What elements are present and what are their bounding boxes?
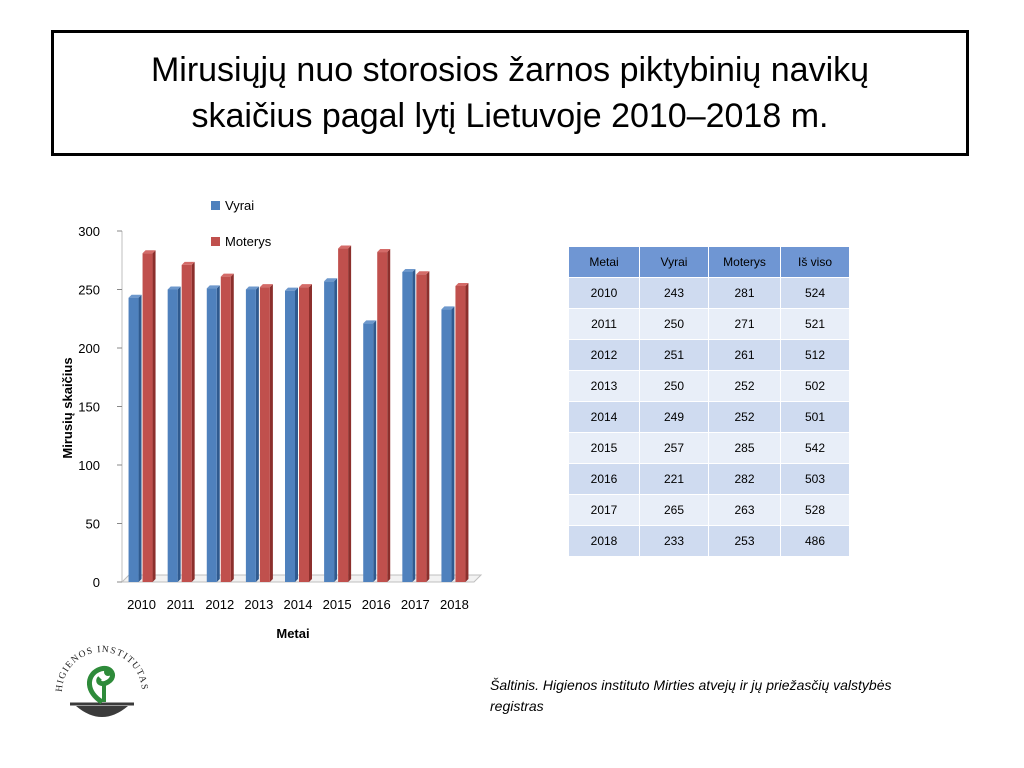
table-cell: 265	[640, 495, 709, 526]
bar-side	[373, 320, 376, 582]
bar-side	[231, 274, 234, 582]
x-tick-label: 2010	[127, 597, 157, 612]
bar-side	[465, 283, 468, 582]
bar-moterys	[299, 287, 309, 582]
table-cell: 233	[640, 526, 709, 557]
x-axis-title: Metai	[276, 626, 310, 641]
table-cell: 2013	[569, 371, 640, 402]
bar-moterys	[221, 277, 231, 582]
bar-moterys	[143, 253, 153, 582]
bar-side	[348, 246, 351, 582]
table-cell: 249	[640, 402, 709, 433]
x-tick-label: 2018	[439, 597, 469, 612]
bar-vyrai	[363, 323, 373, 582]
table-header-cell: Iš viso	[781, 247, 850, 278]
bar-side	[139, 295, 142, 582]
table-cell: 250	[640, 309, 709, 340]
table-header-row	[569, 247, 850, 278]
x-tick-label: 2015	[322, 597, 352, 612]
legend-label: Moterys	[225, 234, 272, 249]
y-tick-label: 0	[92, 575, 100, 590]
y-tick-label: 300	[78, 224, 100, 239]
bar-vyrai	[324, 281, 334, 582]
x-tick-label: 2012	[205, 597, 235, 612]
bar-vyrai	[402, 272, 412, 582]
x-tick-label: 2017	[400, 597, 430, 612]
x-tick-label: 2016	[361, 597, 391, 612]
bar-chart	[0, 180, 500, 650]
higienos-institutas-logo	[48, 632, 158, 737]
table-cell: 271	[709, 309, 781, 340]
bar-side	[270, 284, 273, 582]
data-table	[569, 247, 850, 557]
table-cell: 252	[709, 371, 781, 402]
table-row	[569, 433, 850, 464]
table-cell: 252	[709, 402, 781, 433]
bar-moterys	[338, 249, 348, 582]
table-cell: 524	[781, 278, 850, 309]
bar-moterys	[377, 252, 387, 582]
bar-moterys	[416, 274, 426, 582]
table-cell: 221	[640, 464, 709, 495]
table-cell: 285	[709, 433, 781, 464]
bar-vyrai	[129, 298, 139, 582]
table-row	[569, 402, 850, 433]
bar-side	[309, 284, 312, 582]
table-cell: 2012	[569, 340, 640, 371]
bar-side	[387, 249, 390, 582]
table-cell: 486	[781, 526, 850, 557]
y-tick-label: 150	[78, 399, 100, 415]
bar-vyrai	[441, 309, 451, 582]
source-note: Šaltinis. Higienos instituto Mirties atvejų ir jų priežasčių valstybės registras	[490, 677, 892, 714]
table-row	[569, 340, 850, 371]
table-cell: 2016	[569, 464, 640, 495]
legend-swatch-vyrai	[211, 201, 220, 210]
table-cell: 2011	[569, 309, 640, 340]
table-header-cell: Metai	[569, 247, 640, 278]
table-cell: 282	[709, 464, 781, 495]
bar-side	[153, 250, 156, 582]
table-cell: 253	[709, 526, 781, 557]
bar-moterys	[182, 265, 192, 582]
table-cell: 2010	[569, 278, 640, 309]
table-row	[569, 464, 850, 495]
slide-title	[51, 30, 969, 156]
title-line-1: Mirusiųjų nuo storosios žarnos piktybinių navikų	[150, 51, 870, 89]
legend-swatch-moterys	[211, 237, 220, 246]
table-row	[569, 309, 850, 340]
table-cell: 2015	[569, 433, 640, 464]
bar-side	[192, 262, 195, 582]
table-row	[569, 495, 850, 526]
title-line-2: skaičius pagal lytį Lietuvoje 2010–2018 m.	[191, 97, 829, 135]
table-header-cell: Vyrai	[640, 247, 709, 278]
bar-vyrai	[246, 290, 256, 583]
x-tick-label: 2014	[283, 597, 313, 612]
table-cell: 2018	[569, 526, 640, 557]
table-cell: 502	[781, 371, 850, 402]
table-body	[569, 278, 850, 557]
x-tick-label: 2011	[166, 597, 195, 612]
bar-side	[217, 285, 220, 582]
table-cell: 243	[640, 278, 709, 309]
bar-side	[256, 287, 259, 583]
y-tick-label: 200	[78, 341, 100, 356]
bar-side	[451, 306, 454, 582]
table-cell: 501	[781, 402, 850, 433]
bar-vyrai	[168, 290, 178, 583]
bar-side	[178, 287, 181, 583]
table-cell: 521	[781, 309, 850, 340]
table-header-cell: Moterys	[709, 247, 781, 278]
table-cell: 261	[709, 340, 781, 371]
table-cell: 542	[781, 433, 850, 464]
table-cell: 251	[640, 340, 709, 371]
table-cell: 528	[781, 495, 850, 526]
legend-label: Vyrai	[225, 198, 255, 213]
table-cell: 2014	[569, 402, 640, 433]
y-tick-label: 50	[85, 516, 100, 532]
bar-side	[426, 271, 429, 582]
y-axis-title: Mirusių skaičius	[60, 357, 75, 459]
x-tick-label: 2013	[244, 597, 274, 612]
y-tick-label: 100	[78, 458, 100, 473]
bar-moterys	[260, 287, 270, 582]
table-cell: 257	[640, 433, 709, 464]
y-tick-label: 250	[78, 282, 100, 298]
table-cell: 250	[640, 371, 709, 402]
table-row	[569, 278, 850, 309]
table-cell: 263	[709, 495, 781, 526]
table-row	[569, 371, 850, 402]
table-row	[569, 526, 850, 557]
svg-text:HIGIENOS INSTITUTAS: HIGIENOS INSTITUTAS	[54, 644, 150, 693]
table-cell: 503	[781, 464, 850, 495]
table-cell: 2017	[569, 495, 640, 526]
bar-vyrai	[207, 288, 217, 582]
table-cell: 512	[781, 340, 850, 371]
bar-moterys	[455, 286, 465, 582]
bar-side	[334, 278, 337, 582]
table-cell: 281	[709, 278, 781, 309]
bar-side	[295, 288, 298, 582]
bar-vyrai	[285, 291, 295, 582]
bar-side	[412, 269, 415, 582]
